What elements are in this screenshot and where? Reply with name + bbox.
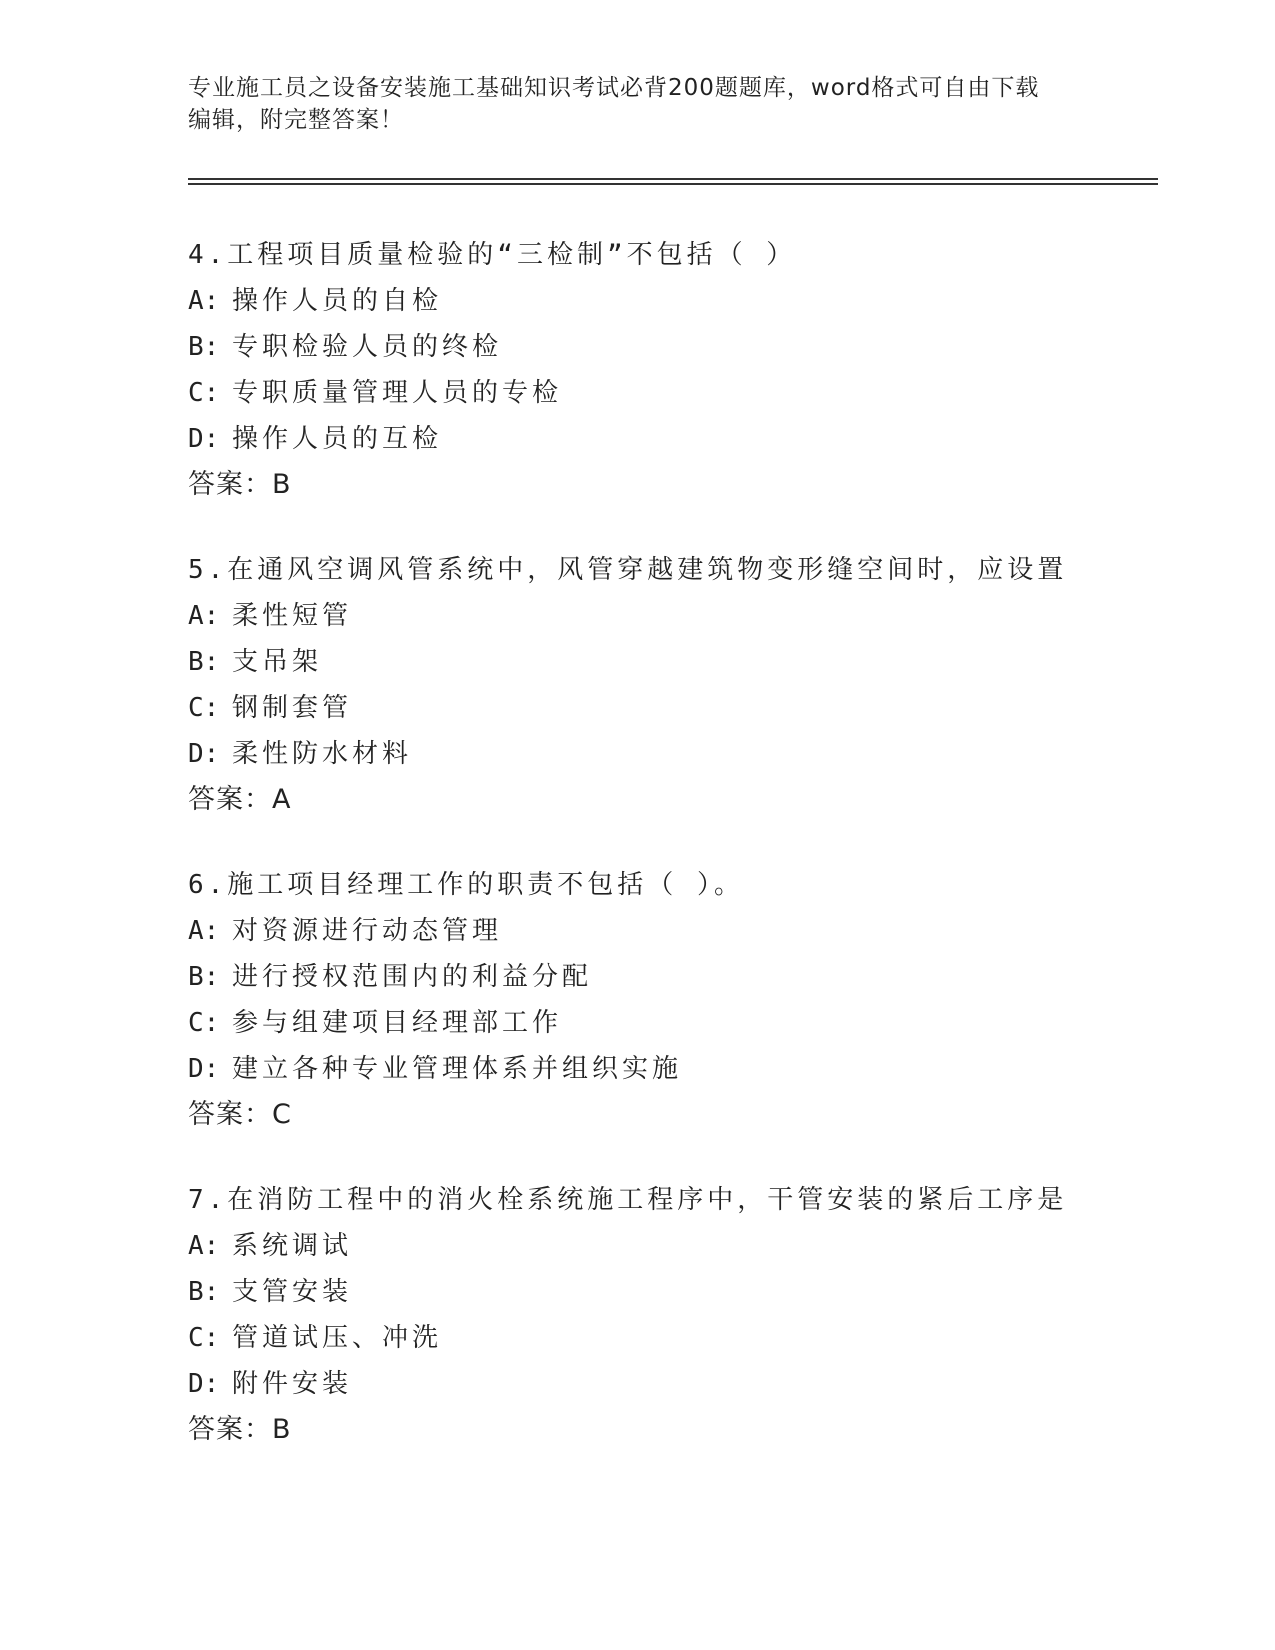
- option-c: [188, 685, 1148, 731]
- header-divider-top: [188, 178, 1158, 180]
- option-text: 支吊架: [232, 647, 323, 677]
- option-b: [188, 324, 1148, 370]
- header-line-1: 专业施工员之设备安装施工基础知识考试必背200题题库，word格式可自由下载: [188, 75, 1040, 101]
- answer-line: 答案：A: [188, 784, 292, 815]
- option-letter: B:: [188, 962, 220, 992]
- option-letter: C:: [188, 1323, 220, 1353]
- header-divider-bottom: [188, 183, 1158, 185]
- question-block-7: [188, 1177, 1148, 1453]
- option-d: [188, 416, 1148, 462]
- option-d: [188, 731, 1148, 777]
- option-text: 专职质量管理人员的专检: [232, 378, 563, 408]
- option-letter: D:: [188, 424, 220, 454]
- option-letter: B:: [188, 647, 220, 677]
- document-header: [188, 72, 1068, 136]
- header-line-2: 编辑，附完整答案！: [188, 107, 404, 133]
- question-title: 5.在通风空调风管系统中，风管穿越建筑物变形缝空间时，应设置: [188, 555, 1068, 585]
- option-a: [188, 908, 1148, 954]
- option-d: [188, 1361, 1148, 1407]
- answer-line: 答案：C: [188, 1099, 292, 1130]
- option-a: [188, 1223, 1148, 1269]
- option-letter: A:: [188, 1231, 220, 1261]
- option-text: 支管安装: [232, 1277, 353, 1307]
- option-text: 柔性短管: [232, 601, 353, 631]
- option-text: 操作人员的自检: [232, 286, 443, 316]
- option-c: [188, 370, 1148, 416]
- option-text: 专职检验人员的终检: [232, 332, 503, 362]
- option-b: [188, 1269, 1148, 1315]
- option-text: 附件安装: [232, 1369, 353, 1399]
- option-letter: C:: [188, 693, 220, 723]
- option-letter: C:: [188, 1008, 220, 1038]
- option-b: [188, 954, 1148, 1000]
- option-letter: A:: [188, 286, 220, 316]
- option-text: 钢制套管: [232, 693, 353, 723]
- option-a: [188, 593, 1148, 639]
- answer-line: 答案：B: [188, 1414, 292, 1445]
- option-text: 系统调试: [232, 1231, 353, 1261]
- option-text: 参与组建项目经理部工作: [232, 1008, 563, 1038]
- option-text: 进行授权范围内的利益分配: [232, 962, 593, 992]
- option-text: 管道试压、冲洗: [232, 1323, 443, 1353]
- option-letter: D:: [188, 739, 220, 769]
- option-c: [188, 1315, 1148, 1361]
- option-letter: D:: [188, 1054, 220, 1084]
- option-text: 建立各种专业管理体系并组织实施: [232, 1054, 683, 1084]
- question-block-5: [188, 547, 1148, 823]
- option-text: 操作人员的互检: [232, 424, 443, 454]
- question-title: 6.施工项目经理工作的职责不包括（ ）。: [188, 870, 744, 900]
- answer-line: 答案：B: [188, 469, 292, 500]
- option-letter: B:: [188, 1277, 220, 1307]
- option-letter: C:: [188, 378, 220, 408]
- option-letter: B:: [188, 332, 220, 362]
- question-title: 7.在消防工程中的消火栓系统施工程序中，干管安装的紧后工序是: [188, 1185, 1068, 1215]
- option-letter: A:: [188, 601, 220, 631]
- option-letter: D:: [188, 1369, 220, 1399]
- question-title: 4.工程项目质量检验的“三检制”不包括（ ）: [188, 240, 797, 270]
- option-text: 对资源进行动态管理: [232, 916, 503, 946]
- option-letter: A:: [188, 916, 220, 946]
- option-c: [188, 1000, 1148, 1046]
- option-a: [188, 278, 1148, 324]
- question-block-6: [188, 862, 1148, 1138]
- option-b: [188, 639, 1148, 685]
- option-d: [188, 1046, 1148, 1092]
- option-text: 柔性防水材料: [232, 739, 413, 769]
- question-block-4: [188, 232, 1148, 508]
